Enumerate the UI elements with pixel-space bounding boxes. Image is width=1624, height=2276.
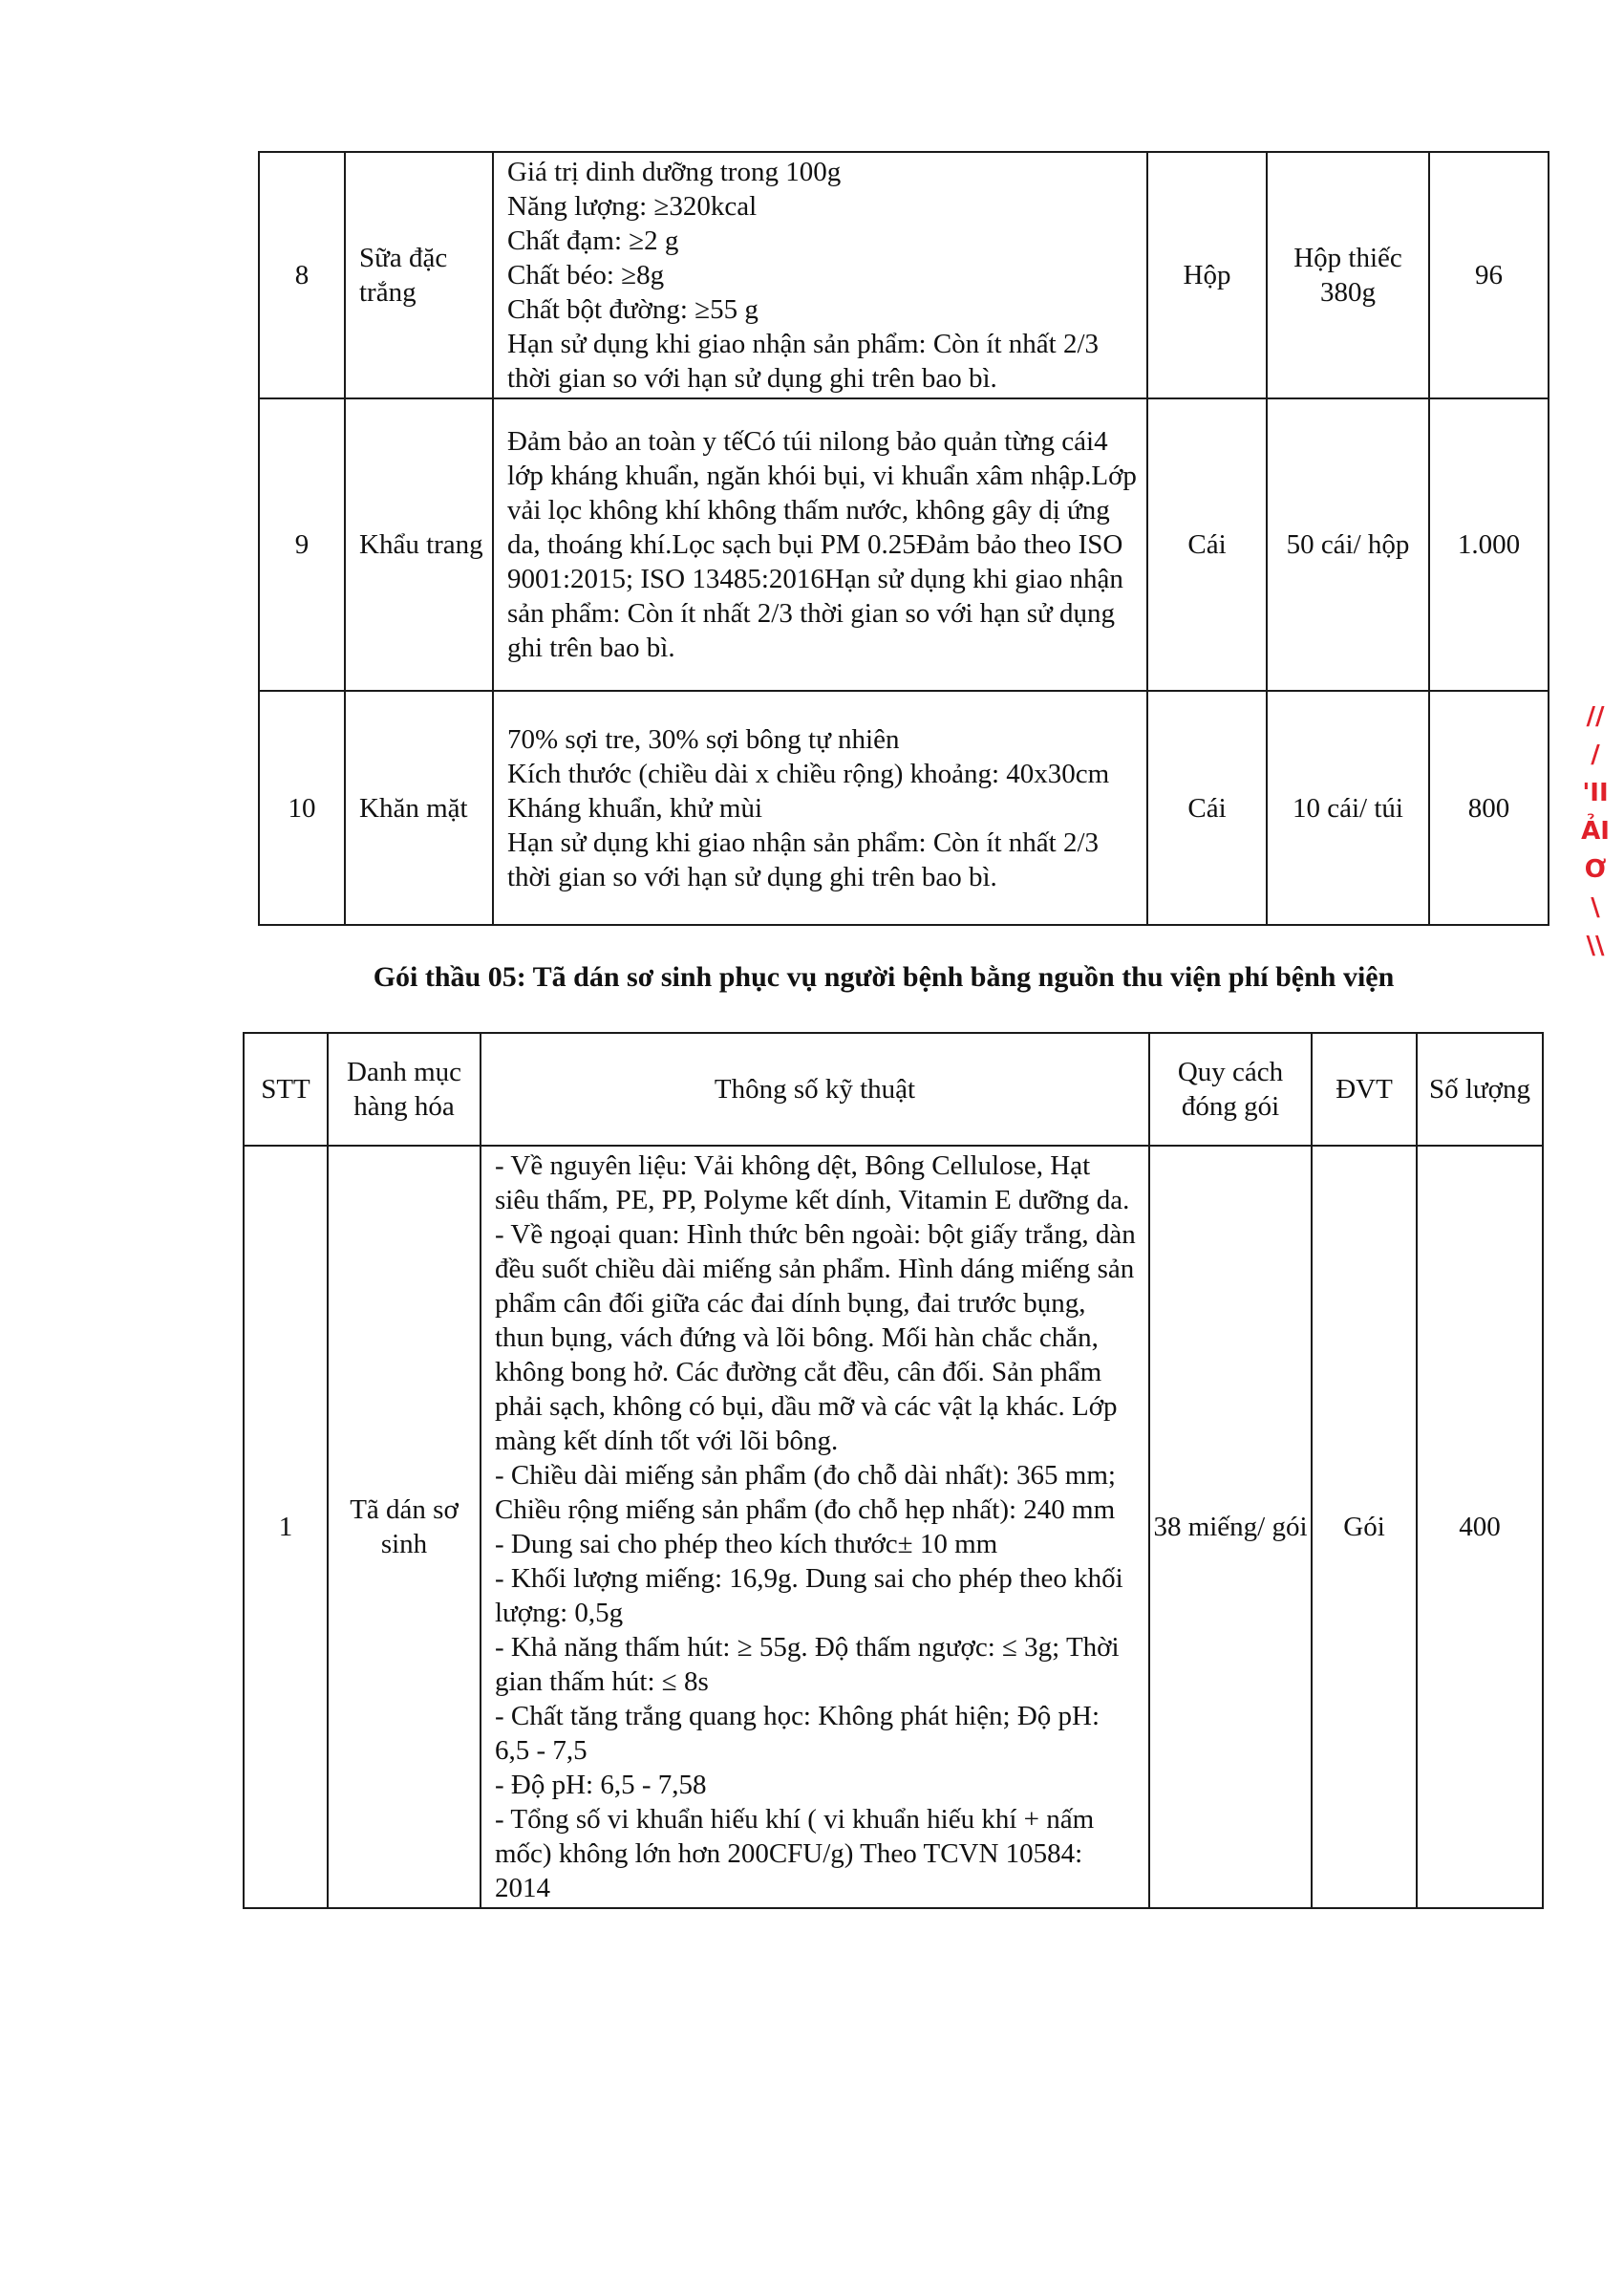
row-unit: Hộp bbox=[1147, 152, 1267, 398]
row-qty: 800 bbox=[1429, 691, 1549, 925]
row-item-name: Khăn mặt bbox=[345, 691, 493, 925]
header-packing: Quy cách đóng gói bbox=[1149, 1033, 1312, 1146]
row-spec: Giá trị dinh dưỡng trong 100g Năng lượng: ≥320kcal Chất đạm: ≥2 g Chất béo: ≥8g Chất bột đường: ≥55 g Hạn sử dụng khi giao nhận sản phẩm: Còn ít nhất 2/3 thời gian so với hạn sử dụng ghi trên bao bì. bbox=[493, 152, 1147, 398]
table-row bbox=[244, 1146, 1543, 1908]
row-unit: Cái bbox=[1147, 398, 1267, 691]
row-stt: 10 bbox=[259, 691, 345, 925]
row-unit: Gói bbox=[1312, 1146, 1417, 1908]
stamp-mark: \\ bbox=[1586, 932, 1605, 960]
row-item-name: Khẩu trang bbox=[345, 398, 493, 691]
stamp-mark: \ bbox=[1591, 893, 1600, 922]
header-item-name: Danh mục hàng hóa bbox=[328, 1033, 481, 1146]
row-qty: 1.000 bbox=[1429, 398, 1549, 691]
row-stt: 9 bbox=[259, 398, 345, 691]
table-row bbox=[259, 691, 1549, 925]
row-packing: 10 cái/ túi bbox=[1267, 691, 1429, 925]
header-qty: Số lượng bbox=[1417, 1033, 1543, 1146]
header-spec: Thông số kỹ thuật bbox=[481, 1033, 1149, 1146]
table-row bbox=[259, 152, 1549, 398]
stamp-mark: // bbox=[1586, 702, 1605, 731]
table-header-row bbox=[244, 1033, 1543, 1146]
row-stt: 8 bbox=[259, 152, 345, 398]
row-spec: Đảm bảo an toàn y tếCó túi nilong bảo quản từng cái4 lớp kháng khuẩn, ngăn khói bụi, vi khuẩn xâm nhập.Lớp vải lọc không khí không thấm nước, không gây dị ứng da, thoáng khí.Lọc sạch bụi PM 0.25Đảm bảo theo ISO 9001:2015; ISO 13485:2016Hạn sử dụng khi giao nhận sản phẩm: Còn ít nhất 2/3 thời gian so với hạn sử dụng ghi trên bao bì. bbox=[493, 398, 1147, 691]
header-stt: STT bbox=[244, 1033, 328, 1146]
goods-table-continued bbox=[258, 151, 1549, 926]
row-packing: 38 miếng/ gói bbox=[1149, 1146, 1312, 1908]
stamp-mark: Ơ bbox=[1584, 855, 1607, 884]
stamp-mark: / bbox=[1591, 741, 1600, 769]
red-stamp-edge bbox=[1576, 698, 1614, 984]
row-qty: 96 bbox=[1429, 152, 1549, 398]
row-unit: Cái bbox=[1147, 691, 1267, 925]
section-title: Gói thầu 05: Tã dán sơ sinh phục vụ người bệnh bằng nguồn thu viện phí bệnh viện bbox=[373, 961, 1395, 993]
header-unit: ĐVT bbox=[1312, 1033, 1417, 1146]
row-packing: 50 cái/ hộp bbox=[1267, 398, 1429, 691]
table-row bbox=[259, 398, 1549, 691]
stamp-mark: ẢI bbox=[1581, 817, 1610, 846]
row-item-name: Tã dán sơ sinh bbox=[328, 1146, 481, 1908]
row-stt: 1 bbox=[244, 1146, 328, 1908]
row-qty: 400 bbox=[1417, 1146, 1543, 1908]
row-spec: 70% sợi tre, 30% sợi bông tự nhiên Kích thước (chiều dài x chiều rộng) khoảng: 40x30cm Kháng khuẩn, khử mùi Hạn sử dụng khi giao nhận sản phẩm: Còn ít nhất 2/3 thời gian so với hạn sử dụng ghi trên bao bì. bbox=[493, 691, 1147, 925]
row-packing: Hộp thiếc 380g bbox=[1267, 152, 1429, 398]
stamp-mark: 'II bbox=[1582, 779, 1609, 807]
row-item-name: Sữa đặc trắng bbox=[345, 152, 493, 398]
diaper-tender-table bbox=[243, 1032, 1544, 1909]
row-spec: - Về nguyên liệu: Vải không dệt, Bông Cellulose, Hạt siêu thấm, PE, PP, Polyme kết dính, Vitamin E dưỡng da. - Về ngoại quan: Hình thức bên ngoài: bột giấy trắng, dàn đều suốt chiều dài miếng sản phẩm. Hình dáng miếng sản phẩm cân đối giữa các đai dính bụng, đai trước bụng, thun bụng, vách đứng và lõi bông. Mối hàn chắc chắn, không bong hở. Các đường cắt đều, cân đối. Sản phẩm phải sạch, không có bụi, dầu mỡ và các vật lạ khác. Lớp màng kết dính tốt với lõi bông. - Chiều dài miếng sản phẩm (đo chỗ dài nhất): 365 mm; Chiều rộng miếng sản phẩm (đo chỗ hẹp nhất): 240 mm - Dung sai cho phép theo kích thước± 10 mm - Khối lượng miếng: 16,9g. Dung sai cho phép theo khối lượng: 0,5g - Khả năng thấm hút: ≥ 55g. Độ thấm ngược: ≤ 3g; Thời gian thấm hút: ≤ 8s - Chất tăng trắng quang học: Không phát hiện; Độ pH: 6,5 - 7,5 - Độ pH: 6,5 - 7,58 - Tổng số vi khuẩn hiếu khí ( vi khuẩn hiếu khí + nấm mốc) không lớn hơn 200CFU/g) Theo TCVN 10584: 2014 bbox=[481, 1146, 1149, 1908]
